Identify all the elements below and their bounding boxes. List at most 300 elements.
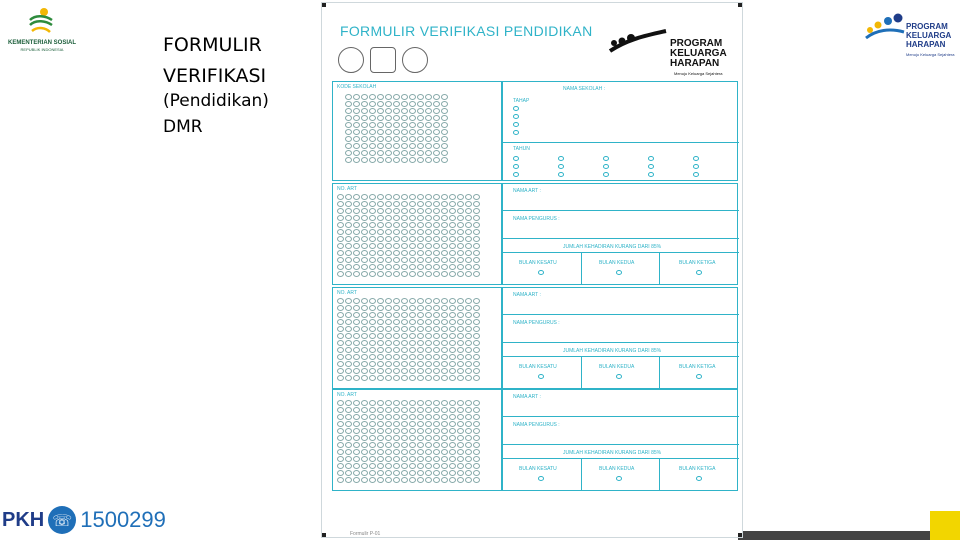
answer-bubble[interactable] <box>385 361 392 367</box>
answer-bubble[interactable] <box>369 108 376 114</box>
answer-bubble[interactable] <box>441 361 448 367</box>
answer-bubble[interactable] <box>417 101 424 107</box>
answer-bubble[interactable] <box>409 157 416 163</box>
answer-bubble[interactable] <box>417 421 424 427</box>
answer-bubble[interactable] <box>425 136 432 142</box>
answer-bubble[interactable] <box>393 157 400 163</box>
answer-bubble[interactable] <box>417 194 424 200</box>
answer-bubble[interactable] <box>409 407 416 413</box>
answer-bubble[interactable] <box>465 428 472 434</box>
answer-bubble[interactable] <box>385 108 392 114</box>
answer-bubble[interactable] <box>417 347 424 353</box>
answer-bubble[interactable] <box>433 115 440 121</box>
answer-bubble[interactable] <box>409 229 416 235</box>
answer-bubble[interactable] <box>369 326 376 332</box>
answer-bubble[interactable] <box>425 264 432 270</box>
answer-bubble[interactable] <box>369 428 376 434</box>
answer-bubble[interactable] <box>449 347 456 353</box>
answer-bubble[interactable] <box>433 236 440 242</box>
answer-bubble[interactable] <box>433 94 440 100</box>
bulan-kedua-option[interactable] <box>616 476 622 481</box>
answer-bubble[interactable] <box>417 229 424 235</box>
answer-bubble[interactable] <box>369 94 376 100</box>
answer-bubble[interactable] <box>353 129 360 135</box>
answer-bubble[interactable] <box>449 361 456 367</box>
answer-bubble[interactable] <box>361 400 368 406</box>
answer-bubble[interactable] <box>457 414 464 420</box>
answer-bubble[interactable] <box>393 400 400 406</box>
answer-bubble[interactable] <box>385 354 392 360</box>
answer-bubble[interactable] <box>361 361 368 367</box>
answer-bubble[interactable] <box>393 108 400 114</box>
answer-bubble[interactable] <box>457 375 464 381</box>
answer-bubble[interactable] <box>353 470 360 476</box>
answer-bubble[interactable] <box>353 400 360 406</box>
answer-bubble[interactable] <box>345 305 352 311</box>
answer-bubble[interactable] <box>401 243 408 249</box>
answer-bubble[interactable] <box>377 236 384 242</box>
answer-bubble[interactable] <box>449 201 456 207</box>
answer-bubble[interactable] <box>465 215 472 221</box>
answer-bubble[interactable] <box>369 414 376 420</box>
answer-bubble[interactable] <box>393 201 400 207</box>
answer-bubble[interactable] <box>401 347 408 353</box>
answer-bubble[interactable] <box>377 229 384 235</box>
answer-bubble[interactable] <box>369 421 376 427</box>
answer-bubble[interactable] <box>425 361 432 367</box>
answer-bubble[interactable] <box>417 157 424 163</box>
answer-bubble[interactable] <box>417 354 424 360</box>
answer-bubble[interactable] <box>385 115 392 121</box>
answer-bubble[interactable] <box>369 347 376 353</box>
answer-bubble[interactable] <box>409 375 416 381</box>
answer-bubble[interactable] <box>425 194 432 200</box>
answer-bubble[interactable] <box>361 122 368 128</box>
answer-bubble[interactable] <box>385 400 392 406</box>
answer-bubble[interactable] <box>353 271 360 277</box>
answer-bubble[interactable] <box>409 449 416 455</box>
answer-bubble[interactable] <box>361 449 368 455</box>
answer-bubble[interactable] <box>377 264 384 270</box>
answer-bubble[interactable] <box>337 347 344 353</box>
answer-bubble[interactable] <box>393 333 400 339</box>
answer-bubble[interactable] <box>377 298 384 304</box>
answer-bubble[interactable] <box>337 354 344 360</box>
answer-bubble[interactable] <box>441 449 448 455</box>
answer-bubble[interactable] <box>433 108 440 114</box>
answer-bubble[interactable] <box>417 456 424 462</box>
answer-bubble[interactable] <box>401 101 408 107</box>
answer-bubble[interactable] <box>401 250 408 256</box>
answer-bubble[interactable] <box>449 312 456 318</box>
answer-bubble[interactable] <box>457 442 464 448</box>
answer-bubble[interactable] <box>337 319 344 325</box>
answer-bubble[interactable] <box>393 236 400 242</box>
answer-bubble[interactable] <box>409 101 416 107</box>
answer-bubble[interactable] <box>473 400 480 406</box>
answer-bubble[interactable] <box>385 407 392 413</box>
answer-bubble[interactable] <box>409 122 416 128</box>
answer-bubble[interactable] <box>449 298 456 304</box>
answer-bubble[interactable] <box>441 229 448 235</box>
answer-bubble[interactable] <box>369 312 376 318</box>
answer-bubble[interactable] <box>337 264 344 270</box>
tahun-option[interactable] <box>558 164 564 169</box>
answer-bubble[interactable] <box>361 312 368 318</box>
answer-bubble[interactable] <box>361 208 368 214</box>
answer-bubble[interactable] <box>393 222 400 228</box>
answer-bubble[interactable] <box>449 326 456 332</box>
answer-bubble[interactable] <box>345 215 352 221</box>
answer-bubble[interactable] <box>369 470 376 476</box>
answer-bubble[interactable] <box>409 143 416 149</box>
answer-bubble[interactable] <box>425 354 432 360</box>
tahun-option[interactable] <box>603 164 609 169</box>
answer-bubble[interactable] <box>465 347 472 353</box>
answer-bubble[interactable] <box>337 208 344 214</box>
answer-bubble[interactable] <box>441 215 448 221</box>
answer-bubble[interactable] <box>401 143 408 149</box>
answer-bubble[interactable] <box>425 236 432 242</box>
answer-bubble[interactable] <box>377 150 384 156</box>
bulan-ketiga-option[interactable] <box>696 270 702 275</box>
answer-bubble[interactable] <box>441 305 448 311</box>
answer-bubble[interactable] <box>393 136 400 142</box>
answer-bubble[interactable] <box>465 400 472 406</box>
answer-bubble[interactable] <box>433 361 440 367</box>
answer-bubble[interactable] <box>417 264 424 270</box>
answer-bubble[interactable] <box>457 208 464 214</box>
answer-bubble[interactable] <box>441 222 448 228</box>
bulan-kesatu-option[interactable] <box>538 374 544 379</box>
answer-bubble[interactable] <box>425 271 432 277</box>
answer-bubble[interactable] <box>337 229 344 235</box>
answer-bubble[interactable] <box>393 368 400 374</box>
answer-bubble[interactable] <box>425 442 432 448</box>
answer-bubble[interactable] <box>473 201 480 207</box>
answer-bubble[interactable] <box>393 264 400 270</box>
answer-bubble[interactable] <box>433 428 440 434</box>
answer-bubble[interactable] <box>353 414 360 420</box>
answer-bubble[interactable] <box>393 361 400 367</box>
answer-bubble[interactable] <box>457 264 464 270</box>
answer-bubble[interactable] <box>345 414 352 420</box>
answer-bubble[interactable] <box>345 312 352 318</box>
answer-bubble[interactable] <box>417 298 424 304</box>
answer-bubble[interactable] <box>441 143 448 149</box>
answer-bubble[interactable] <box>377 157 384 163</box>
answer-bubble[interactable] <box>409 456 416 462</box>
answer-bubble[interactable] <box>385 150 392 156</box>
answer-bubble[interactable] <box>473 208 480 214</box>
answer-bubble[interactable] <box>473 326 480 332</box>
answer-bubble[interactable] <box>337 375 344 381</box>
answer-bubble[interactable] <box>337 215 344 221</box>
answer-bubble[interactable] <box>345 257 352 263</box>
answer-bubble[interactable] <box>433 414 440 420</box>
answer-bubble[interactable] <box>465 305 472 311</box>
answer-bubble[interactable] <box>409 208 416 214</box>
answer-bubble[interactable] <box>337 463 344 469</box>
answer-bubble[interactable] <box>377 368 384 374</box>
answer-bubble[interactable] <box>345 361 352 367</box>
answer-bubble[interactable] <box>353 236 360 242</box>
answer-bubble[interactable] <box>393 463 400 469</box>
answer-bubble[interactable] <box>385 312 392 318</box>
answer-bubble[interactable] <box>377 201 384 207</box>
answer-bubble[interactable] <box>361 347 368 353</box>
answer-bubble[interactable] <box>449 215 456 221</box>
answer-bubble[interactable] <box>345 143 352 149</box>
answer-bubble[interactable] <box>465 243 472 249</box>
answer-bubble[interactable] <box>465 463 472 469</box>
answer-bubble[interactable] <box>457 435 464 441</box>
tahun-option[interactable] <box>558 172 564 177</box>
answer-bubble[interactable] <box>465 414 472 420</box>
answer-bubble[interactable] <box>385 326 392 332</box>
answer-bubble[interactable] <box>337 222 344 228</box>
answer-bubble[interactable] <box>457 305 464 311</box>
answer-bubble[interactable] <box>393 347 400 353</box>
answer-bubble[interactable] <box>377 257 384 263</box>
answer-bubble[interactable] <box>401 257 408 263</box>
answer-bubble[interactable] <box>457 326 464 332</box>
answer-bubble[interactable] <box>345 477 352 483</box>
answer-bubble[interactable] <box>401 319 408 325</box>
answer-bubble[interactable] <box>465 298 472 304</box>
answer-bubble[interactable] <box>441 115 448 121</box>
answer-bubble[interactable] <box>409 215 416 221</box>
answer-bubble[interactable] <box>433 257 440 263</box>
answer-bubble[interactable] <box>417 122 424 128</box>
answer-bubble[interactable] <box>409 435 416 441</box>
answer-bubble[interactable] <box>473 257 480 263</box>
answer-bubble[interactable] <box>377 326 384 332</box>
answer-bubble[interactable] <box>425 449 432 455</box>
answer-bubble[interactable] <box>377 208 384 214</box>
answer-bubble[interactable] <box>361 435 368 441</box>
answer-bubble[interactable] <box>345 442 352 448</box>
answer-bubble[interactable] <box>473 368 480 374</box>
answer-bubble[interactable] <box>345 101 352 107</box>
answer-bubble[interactable] <box>361 477 368 483</box>
answer-bubble[interactable] <box>345 208 352 214</box>
answer-bubble[interactable] <box>337 305 344 311</box>
answer-bubble[interactable] <box>393 143 400 149</box>
answer-bubble[interactable] <box>377 414 384 420</box>
answer-bubble[interactable] <box>393 442 400 448</box>
answer-bubble[interactable] <box>409 414 416 420</box>
answer-bubble[interactable] <box>361 129 368 135</box>
answer-bubble[interactable] <box>337 298 344 304</box>
tahun-option[interactable] <box>603 172 609 177</box>
answer-bubble[interactable] <box>361 421 368 427</box>
answer-bubble[interactable] <box>465 319 472 325</box>
answer-bubble[interactable] <box>361 108 368 114</box>
answer-bubble[interactable] <box>449 271 456 277</box>
answer-bubble[interactable] <box>393 470 400 476</box>
answer-bubble[interactable] <box>369 115 376 121</box>
answer-bubble[interactable] <box>393 435 400 441</box>
answer-bubble[interactable] <box>409 347 416 353</box>
answer-bubble[interactable] <box>457 312 464 318</box>
answer-bubble[interactable] <box>457 243 464 249</box>
answer-bubble[interactable] <box>417 463 424 469</box>
answer-bubble[interactable] <box>465 208 472 214</box>
answer-bubble[interactable] <box>393 271 400 277</box>
answer-bubble[interactable] <box>369 122 376 128</box>
answer-bubble[interactable] <box>417 326 424 332</box>
answer-bubble[interactable] <box>385 340 392 346</box>
answer-bubble[interactable] <box>385 129 392 135</box>
answer-bubble[interactable] <box>337 250 344 256</box>
answer-bubble[interactable] <box>433 143 440 149</box>
answer-bubble[interactable] <box>401 222 408 228</box>
answer-bubble[interactable] <box>337 194 344 200</box>
answer-bubble[interactable] <box>377 449 384 455</box>
answer-bubble[interactable] <box>369 264 376 270</box>
answer-bubble[interactable] <box>417 340 424 346</box>
tahun-option[interactable] <box>648 172 654 177</box>
answer-bubble[interactable] <box>345 108 352 114</box>
answer-bubble[interactable] <box>345 435 352 441</box>
answer-bubble[interactable] <box>401 122 408 128</box>
answer-bubble[interactable] <box>393 208 400 214</box>
answer-bubble[interactable] <box>377 305 384 311</box>
answer-bubble[interactable] <box>385 194 392 200</box>
answer-bubble[interactable] <box>441 298 448 304</box>
answer-bubble[interactable] <box>353 222 360 228</box>
answer-bubble[interactable] <box>409 319 416 325</box>
answer-bubble[interactable] <box>377 463 384 469</box>
answer-bubble[interactable] <box>473 222 480 228</box>
answer-bubble[interactable] <box>361 414 368 420</box>
answer-bubble[interactable] <box>449 477 456 483</box>
answer-bubble[interactable] <box>441 157 448 163</box>
answer-bubble[interactable] <box>385 208 392 214</box>
answer-bubble[interactable] <box>433 319 440 325</box>
answer-bubble[interactable] <box>425 208 432 214</box>
answer-bubble[interactable] <box>457 400 464 406</box>
answer-bubble[interactable] <box>449 435 456 441</box>
answer-bubble[interactable] <box>457 319 464 325</box>
answer-bubble[interactable] <box>369 150 376 156</box>
answer-bubble[interactable] <box>465 407 472 413</box>
answer-bubble[interactable] <box>425 340 432 346</box>
answer-bubble[interactable] <box>409 354 416 360</box>
answer-bubble[interactable] <box>353 250 360 256</box>
answer-bubble[interactable] <box>337 201 344 207</box>
answer-bubble[interactable] <box>465 250 472 256</box>
answer-bubble[interactable] <box>425 257 432 263</box>
answer-bubble[interactable] <box>385 375 392 381</box>
answer-bubble[interactable] <box>465 257 472 263</box>
answer-bubble[interactable] <box>465 449 472 455</box>
answer-bubble[interactable] <box>449 463 456 469</box>
answer-bubble[interactable] <box>425 222 432 228</box>
answer-bubble[interactable] <box>345 194 352 200</box>
answer-bubble[interactable] <box>385 257 392 263</box>
answer-bubble[interactable] <box>409 442 416 448</box>
answer-bubble[interactable] <box>441 208 448 214</box>
answer-bubble[interactable] <box>369 400 376 406</box>
answer-bubble[interactable] <box>377 442 384 448</box>
answer-bubble[interactable] <box>377 136 384 142</box>
answer-bubble[interactable] <box>401 456 408 462</box>
answer-bubble[interactable] <box>409 250 416 256</box>
answer-bubble[interactable] <box>433 101 440 107</box>
answer-bubble[interactable] <box>457 229 464 235</box>
answer-bubble[interactable] <box>473 354 480 360</box>
answer-bubble[interactable] <box>441 414 448 420</box>
answer-bubble[interactable] <box>449 194 456 200</box>
answer-bubble[interactable] <box>345 368 352 374</box>
answer-bubble[interactable] <box>401 449 408 455</box>
answer-bubble[interactable] <box>473 456 480 462</box>
answer-bubble[interactable] <box>417 257 424 263</box>
answer-bubble[interactable] <box>369 456 376 462</box>
answer-bubble[interactable] <box>425 122 432 128</box>
answer-bubble[interactable] <box>425 115 432 121</box>
tahun-option[interactable] <box>693 156 699 161</box>
answer-bubble[interactable] <box>393 298 400 304</box>
answer-bubble[interactable] <box>353 340 360 346</box>
answer-bubble[interactable] <box>369 319 376 325</box>
answer-bubble[interactable] <box>409 264 416 270</box>
answer-bubble[interactable] <box>417 94 424 100</box>
answer-bubble[interactable] <box>377 215 384 221</box>
answer-bubble[interactable] <box>465 312 472 318</box>
answer-bubble[interactable] <box>441 456 448 462</box>
answer-bubble[interactable] <box>401 463 408 469</box>
answer-bubble[interactable] <box>401 201 408 207</box>
answer-bubble[interactable] <box>369 236 376 242</box>
answer-bubble[interactable] <box>473 236 480 242</box>
answer-bubble[interactable] <box>361 442 368 448</box>
answer-bubble[interactable] <box>345 463 352 469</box>
answer-bubble[interactable] <box>425 229 432 235</box>
answer-bubble[interactable] <box>385 215 392 221</box>
tahap-option[interactable] <box>513 114 519 119</box>
tahun-option[interactable] <box>603 156 609 161</box>
answer-bubble[interactable] <box>361 326 368 332</box>
answer-bubble[interactable] <box>473 470 480 476</box>
answer-bubble[interactable] <box>417 407 424 413</box>
answer-bubble[interactable] <box>369 449 376 455</box>
answer-bubble[interactable] <box>353 375 360 381</box>
answer-bubble[interactable] <box>345 456 352 462</box>
answer-bubble[interactable] <box>473 298 480 304</box>
answer-bubble[interactable] <box>401 375 408 381</box>
answer-bubble[interactable] <box>401 442 408 448</box>
answer-bubble[interactable] <box>417 243 424 249</box>
answer-bubble[interactable] <box>377 194 384 200</box>
answer-bubble[interactable] <box>433 435 440 441</box>
answer-bubble[interactable] <box>433 456 440 462</box>
answer-bubble[interactable] <box>441 354 448 360</box>
answer-bubble[interactable] <box>473 407 480 413</box>
answer-bubble[interactable] <box>385 435 392 441</box>
answer-bubble[interactable] <box>377 250 384 256</box>
answer-bubble[interactable] <box>393 375 400 381</box>
answer-bubble[interactable] <box>385 305 392 311</box>
answer-bubble[interactable] <box>353 115 360 121</box>
answer-bubble[interactable] <box>377 354 384 360</box>
answer-bubble[interactable] <box>345 340 352 346</box>
answer-bubble[interactable] <box>425 157 432 163</box>
answer-bubble[interactable] <box>353 243 360 249</box>
answer-bubble[interactable] <box>473 312 480 318</box>
